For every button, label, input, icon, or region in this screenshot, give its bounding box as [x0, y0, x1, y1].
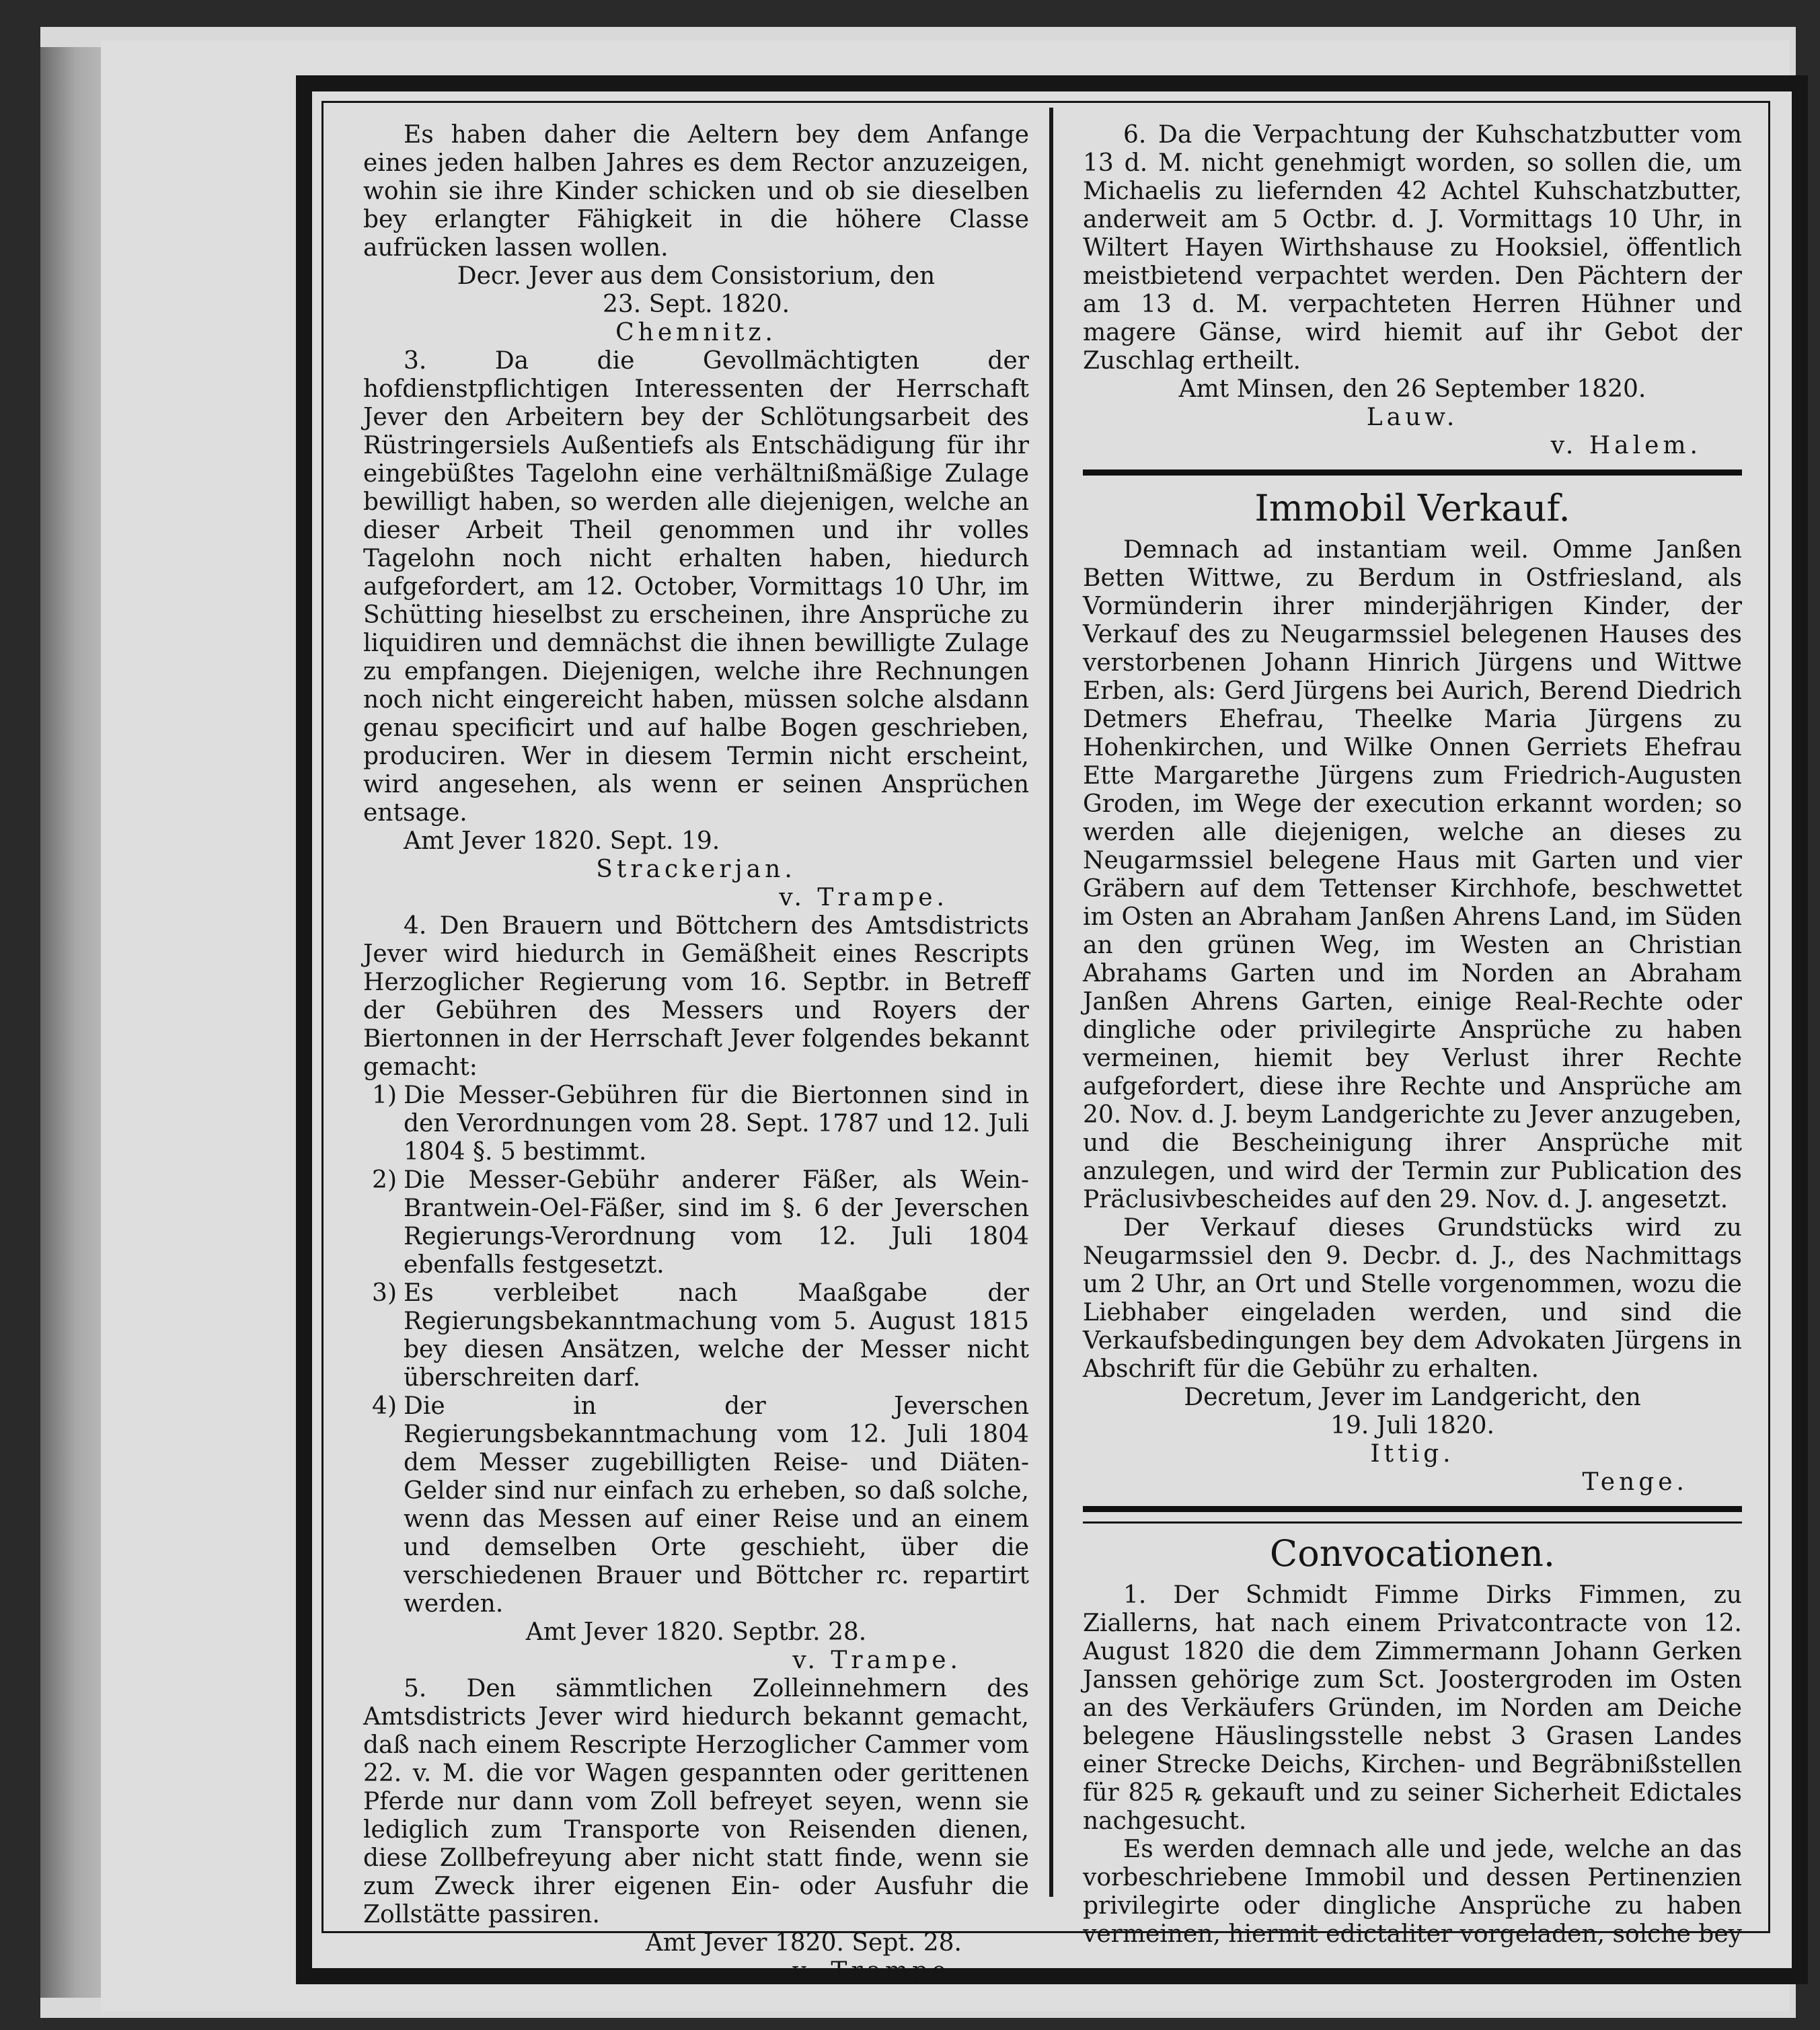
immobil-date: 19. Juli 1820.: [1330, 1412, 1494, 1439]
notice-5: 5. Den sämmtlichen Zolleinnehmern des Amtsdistricts Jever wird hiedurch bekannt gemacht, daß nach einem Rescripte Herzoglicher Cammer vom 22. v. M. die vor Wagen gespannten oder gerittenen Pferde nur dann vom Zoll befreyet seyen, wenn sie lediglich zum Transporte von Reisenden dienen, diese Zollbefreyung aber nicht statt finde, wenn sie zum Zweck ihrer eigenen Ein- oder Ausfuhr die Zollstätte passiren.: [363, 1675, 1029, 1928]
signature-lauw: Lauw.: [1366, 404, 1459, 431]
signature-halem: v. Halem.: [1550, 432, 1702, 459]
column-divider: [1049, 108, 1053, 1897]
right-column: [1083, 121, 1742, 1949]
signature-chemnitz: Chemnitz.: [615, 319, 777, 346]
immobil-paragraph-2: Der Verkauf dieses Grundstücks wird zu Neugarmssiel den 9. Decbr. d. J., des Nachmittags um 2 Uhr, an Ort und Stelle vorgenommen, wozu die Liebhaber eingeladen werden, und sind die Verkaufsbedingungen bey dem Advokaten Jürgens in Abschrift für die Gebühr zu erhalten.: [1083, 1214, 1742, 1383]
section-rule: [1083, 1506, 1742, 1512]
convocation-paragraph-1: 1. Der Schmidt Fimme Dirks Fimmen, zu Ziallerns, hat nach einem Privatcontracte von 12. August 1820 die dem Zimmermann Johann Gerken Janssen gehörige zum Sct. Joostergroden im Osten an des Verkäufers Gründen, im Norden am Deiche belegene Häuslingsstelle nebst 3 Grasen Landes einer Strecke Deichs, Kirchen- und Begräbnißstellen für 825 ꝶ gekauft und zu seiner Sicherheit Edictales nachgesucht.: [1083, 1581, 1742, 1835]
notice-4-list: [363, 1082, 1029, 1618]
signature-trampe: v. Trampe.: [779, 884, 948, 911]
list-item-text: Es verbleibet nach Maaßgabe der Regierungsbekanntmachung vom 5. August 1815 bey diesen Ansätzen, welche der Messer nicht überschreiten darf.: [404, 1279, 1029, 1392]
convocation-paragraph-2: Es werden demnach alle und jede, welche an das vorbeschriebene Immobil und dessen Pertinenzien privilegirte oder dingliche Ansprüche zu haben vermeinen, hiermit edictaliter vorgeladen, solche bey: [1083, 1836, 1742, 1948]
list-item-number: 3): [372, 1279, 397, 1307]
signature-ittig: Ittig.: [1370, 1440, 1455, 1468]
notice-4-place: Amt Jever 1820. Septbr. 28.: [525, 1618, 867, 1646]
list-item-number: 1): [372, 1082, 397, 1109]
signature-tenge: Tenge.: [1582, 1468, 1688, 1496]
immobil-place: Decretum, Jever im Landgericht, den: [1184, 1384, 1641, 1411]
list-item-text: Die in der Jeverschen Regierungsbekanntmachung vom 12. Juli 1804 dem Messer zugebilligten Reise- und Diäten-Gelder sind nur einfach zu erheben, so daß solche, wenn das Messen auf einer Reise und an einem und demselben Orte geschieht, über die verschiedenen Brauer und Böttcher rc. repartirt werden.: [404, 1392, 1029, 1618]
notice-3: 3. Da die Gevollmächtigten der hofdienstpflichtigen Interessenten der Herrschaft Jever den Arbeitern bey der Schlötungsarbeit des Rüstringersiels Außentiefs als Entschädigung für ihr eingebüßtes Tagelohn eine verhältnißmäßige Zulage bewilligt haben, so werden alle diejenigen, welche an dieser Arbeit Theil genommen und ihr volles Tagelohn noch nicht erhalten haben, hiedurch aufgefordert, am 12. October, Vormittags 10 Uhr, im Schütting hieselbst zu erscheinen, ihre Ansprüche zu liquidiren und demnächst die ihnen bewilligte Zulage zu empfangen. Diejenigen, welche ihre Rechnungen noch nicht eingereicht haben, müssen solche alsdann genau specificirt und auf halbe Bogen geschrieben, produciren. Wer in diesem Termin nicht erscheint, wird angesehen, als wenn er seinen Ansprüchen entsage.: [363, 347, 1029, 827]
decree-line: Decr. Jever aus dem Consistorium, den: [457, 262, 936, 290]
notice-6-place: Amt Minsen, den 26 September 1820.: [1178, 375, 1646, 403]
section-rule: [1083, 469, 1742, 476]
immobil-paragraph-1: Demnach ad instantiam weil. Omme Janßen Betten Wittwe, zu Berdum in Ostfriesland, als Vormünderin ihrer minderjährigen Kinder, der Verkauf des zu Neugarmssiel belegenen Hauses des verstorbenen Johann Hinrich Jürgens und Wittwe Erben, als: Gerd Jürgens bei Aurich, Berend Diedrich Detmers Ehefrau, Theelke Maria Jürgens zu Hohenkirchen, und Wilke Onnen Gerriets Ehefrau Ette Margarethe Jürgens zum Friedrich-Augusten Groden, im Wege der execution erkannt worden; so werden alle diejenigen, welche an dieses zu Neugarmssiel belegene Haus mit Garten und vier Gräbern auf dem Tettenser Kirchhofe, beschwettet im Osten an Abraham Janßen Ahrens Land, im Süden an den grünen Weg, im Westen an Christian Abrahams Garten und im Norden an Abraham Janßen Ahrens Garten, einige Real-Rechte oder dingliche oder privilegirte Ansprüche zu haben vermeinen, hiemit bey Verlust ihrer Rechte aufgefordert, diese ihre Rechte und Ansprüche am 20. Nov. d. J. beym Landgerichte zu Jever anzugeben, und die Bescheinigung ihrer Ansprüche mit anzulegen, und wird der Termin zur Publication des Präclusivbescheides auf den 29. Nov. d. J. angesetzt.: [1083, 536, 1742, 1213]
list-item-number: 2): [372, 1166, 397, 1194]
list-item-text: Die Messer-Gebühren für die Biertonnen sind in den Verordnungen vom 28. Sept. 1787 und 12. Juli 1804 §. 5 bestimmt.: [404, 1082, 1029, 1166]
signature-trampe: v. Trampe.: [792, 1957, 962, 1985]
signature-trampe: v. Trampe.: [792, 1647, 962, 1674]
decree-date: 23. Sept. 1820.: [602, 291, 790, 318]
list-item: [363, 1082, 1029, 1166]
intro-paragraph: Es haben daher die Aeltern bey dem Anfange eines jeden halben Jahres es dem Rector anzuzeigen, wohin sie ihre Kinder schicken und ob sie dieselben bey erlangter Fähigkeit in die höhere Classe aufrücken lassen wollen.: [363, 121, 1029, 262]
notice-4: 4. Den Brauern und Böttchern des Amtsdistricts Jever wird hiedurch in Gemäßheit eines Rescripts Herzoglicher Regierung vom 16. Septbr. in Betreff der Gebühren des Messers und Royers der Biertonnen in der Herrschaft Jever folgendes bekannt gemacht:: [363, 912, 1029, 1081]
signature-strackerjan: Strackerjan.: [596, 856, 796, 883]
notice-5-place: Amt Jever 1820. Sept. 28.: [645, 1929, 962, 1957]
heading-immobil-verkauf: Immobil Verkauf.: [1254, 487, 1570, 529]
list-item-number: 4): [372, 1392, 397, 1420]
list-item-text: Die Messer-Gebühr anderer Fäßer, als Wein-Brantwein-Oel-Fäßer, sind im §. 6 der Jeverschen Regierungs-Verordnung vom 12. Juli 1804 ebenfalls festgesetzt.: [404, 1166, 1029, 1279]
heading-convocationen: Convocationen.: [1269, 1532, 1556, 1575]
notice-6: 6. Da die Verpachtung der Kuhschatzbutter vom 13 d. M. nicht genehmigt worden, so sollen die, um Michaelis zu liefernden 42 Achtel Kuhschatzbutter, anderweit am 5 Octbr. d. J. Vormittags 10 Uhr, in Wiltert Hayen Wirthshause zu Hooksiel, öffentlich meistbietend verpachtet werden. Den Pächtern der am 13 d. M. verpachteten Herren Hühner und magere Gänse, wird hiemit auf ihr Gebot der Zuschlag ertheilt.: [1083, 121, 1742, 375]
section-rule-thin: [1083, 1521, 1742, 1524]
list-item: [363, 1279, 1029, 1392]
notice-3-place: Amt Jever 1820. Sept. 19.: [404, 827, 720, 855]
left-column: [363, 121, 1029, 1986]
list-item: [363, 1166, 1029, 1279]
list-item: [363, 1392, 1029, 1618]
